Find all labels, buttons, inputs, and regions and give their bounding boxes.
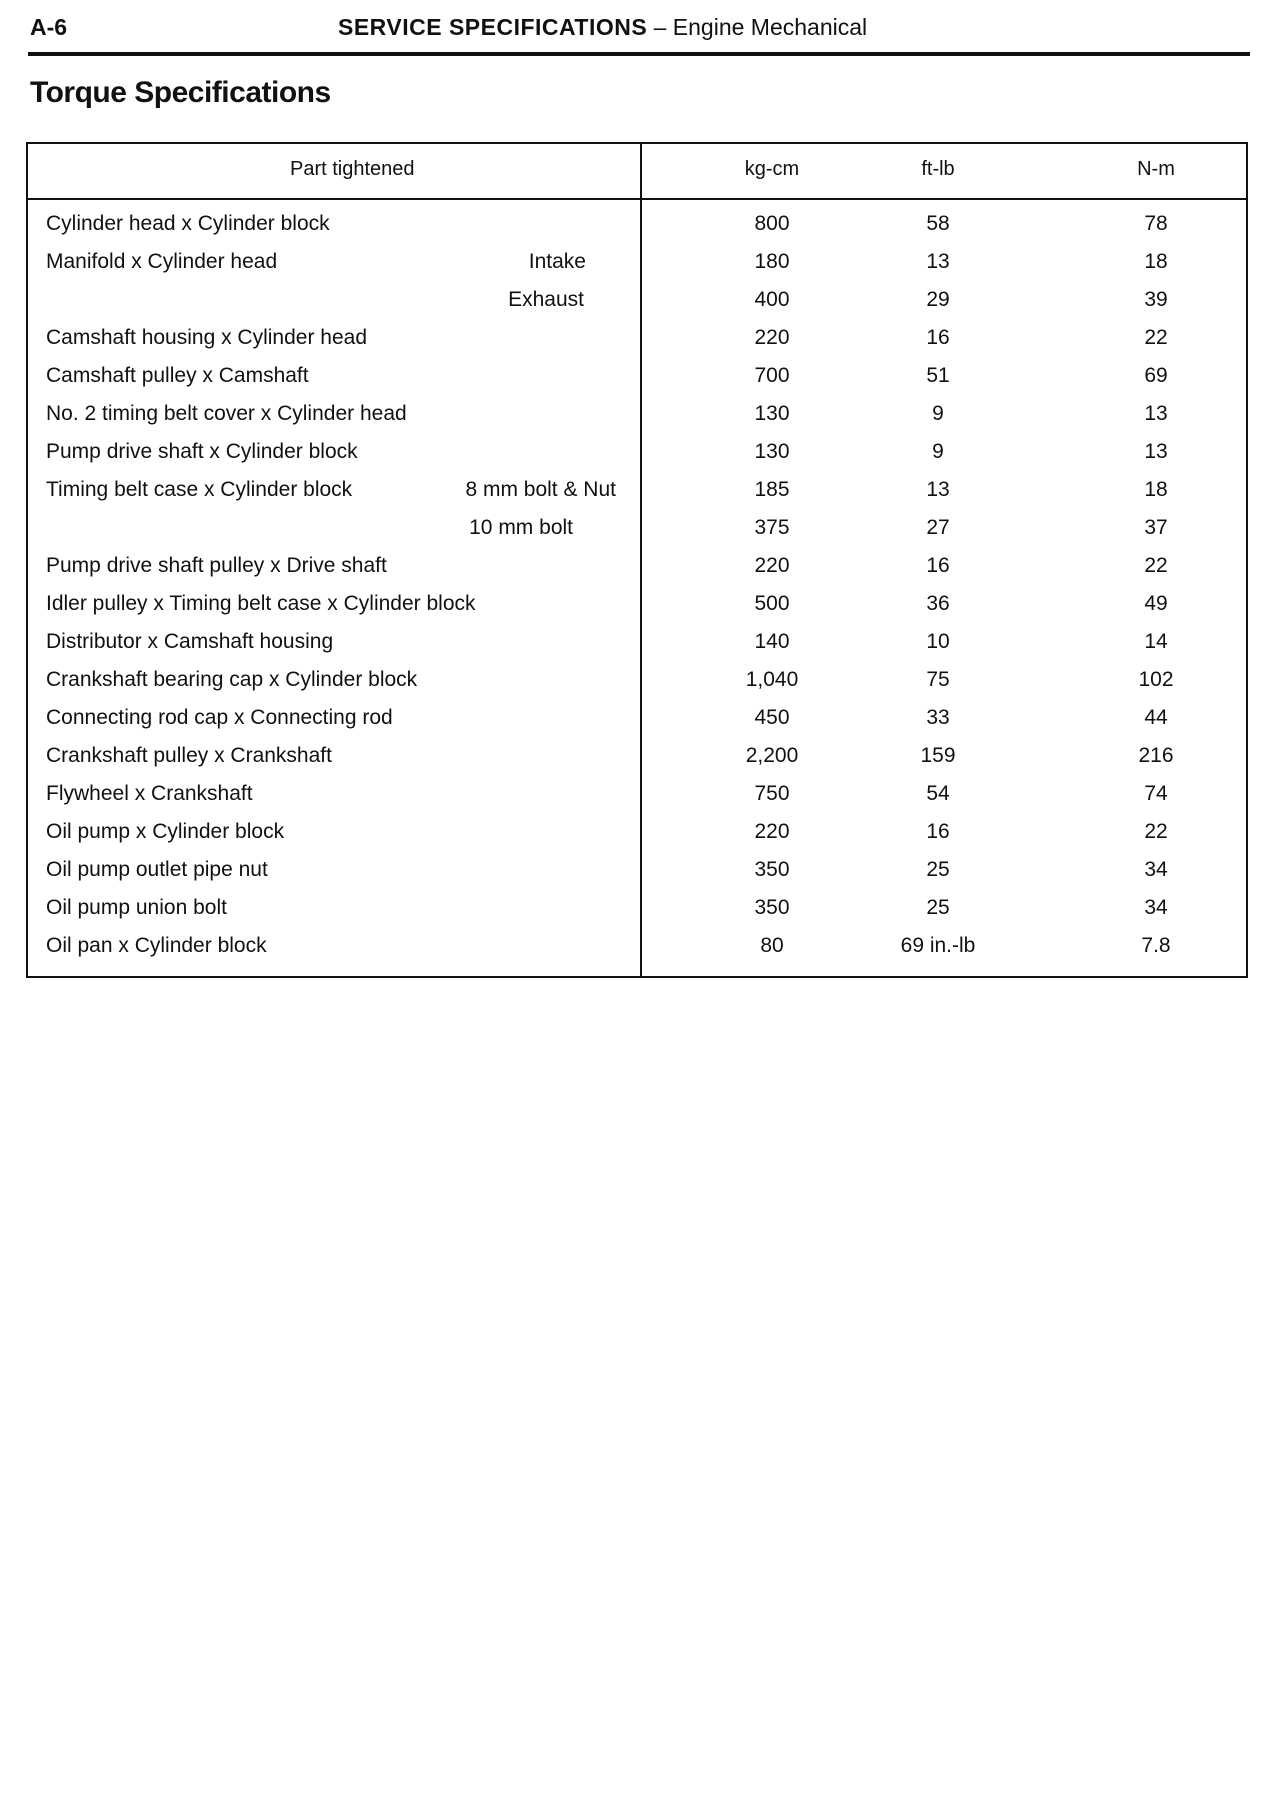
ft-lb-cell: 69 in.-lb bbox=[900, 934, 976, 957]
ft-lb-cell: 10 bbox=[926, 630, 950, 653]
kg-cm-cell: 800 bbox=[754, 212, 790, 235]
part-tightened-cell: Crankshaft pulley x Crankshaft bbox=[46, 744, 332, 767]
running-title-sub: Engine Mechanical bbox=[672, 14, 868, 40]
table-row bbox=[28, 928, 1246, 966]
kg-cm-cell: 350 bbox=[754, 858, 790, 881]
section-title: Torque Specifications bbox=[30, 76, 331, 109]
n-m-cell: 78 bbox=[1144, 212, 1168, 235]
n-m-cell: 49 bbox=[1144, 592, 1168, 615]
ft-lb-cell: 29 bbox=[926, 288, 950, 311]
kg-cm-cell: 80 bbox=[760, 934, 784, 957]
part-tightened-cell: Connecting rod cap x Connecting rod bbox=[46, 706, 393, 729]
kg-cm-cell: 450 bbox=[754, 706, 790, 729]
kg-cm-cell: 2,200 bbox=[745, 744, 799, 767]
table-row bbox=[28, 662, 1246, 700]
part-tightened-cell: Oil pump x Cylinder block bbox=[46, 820, 285, 843]
ft-lb-cell: 25 bbox=[926, 858, 950, 881]
part-tightened-cell: Distributor x Camshaft housing bbox=[46, 630, 334, 653]
ft-lb-cell: 54 bbox=[926, 782, 950, 805]
kg-cm-cell: 400 bbox=[754, 288, 790, 311]
kg-cm-cell: 130 bbox=[754, 440, 790, 463]
part-tightened-cell: Idler pulley x Timing belt case x Cylinder block bbox=[46, 592, 476, 615]
table-row bbox=[28, 890, 1246, 928]
part-tightened-cell: Camshaft pulley x Camshaft bbox=[46, 364, 309, 387]
ft-lb-cell: 58 bbox=[926, 212, 950, 235]
kg-cm-cell: 220 bbox=[754, 326, 790, 349]
kg-cm-cell: 185 bbox=[754, 478, 790, 501]
part-variant-cell: Intake bbox=[528, 250, 586, 273]
running-title-main: SERVICE SPECIFICATIONS bbox=[338, 14, 648, 40]
n-m-cell: 22 bbox=[1144, 554, 1168, 577]
table-row bbox=[28, 358, 1246, 396]
n-m-cell: 34 bbox=[1144, 896, 1168, 919]
ft-lb-cell: 33 bbox=[926, 706, 950, 729]
part-variant-cell: Exhaust bbox=[508, 288, 584, 311]
kg-cm-cell: 700 bbox=[754, 364, 790, 387]
n-m-cell: 44 bbox=[1144, 706, 1168, 729]
part-tightened-cell: Cylinder head x Cylinder block bbox=[46, 212, 330, 235]
part-tightened-cell: Oil pan x Cylinder block bbox=[46, 934, 267, 957]
ft-lb-cell: 27 bbox=[926, 516, 950, 539]
table-row bbox=[28, 738, 1246, 776]
kg-cm-cell: 500 bbox=[754, 592, 790, 615]
column-header-ft-lb: ft-lb bbox=[921, 158, 955, 180]
table-row bbox=[28, 510, 1246, 548]
n-m-cell: 216 bbox=[1138, 744, 1174, 767]
ft-lb-cell: 51 bbox=[926, 364, 950, 387]
n-m-cell: 37 bbox=[1144, 516, 1168, 539]
table-row bbox=[28, 586, 1246, 624]
ft-lb-cell: 13 bbox=[926, 250, 950, 273]
kg-cm-cell: 130 bbox=[754, 402, 790, 425]
part-tightened-cell: Oil pump union bolt bbox=[46, 896, 227, 919]
kg-cm-cell: 750 bbox=[754, 782, 790, 805]
part-tightened-cell: Timing belt case x Cylinder block bbox=[46, 478, 353, 501]
ft-lb-cell: 16 bbox=[926, 554, 950, 577]
column-header-n-m: N-m bbox=[1137, 158, 1175, 180]
running-title bbox=[338, 14, 867, 41]
kg-cm-cell: 180 bbox=[754, 250, 790, 273]
part-tightened-cell: Crankshaft bearing cap x Cylinder block bbox=[46, 668, 418, 691]
n-m-cell: 13 bbox=[1144, 402, 1168, 425]
ft-lb-cell: 9 bbox=[932, 440, 944, 463]
table-row bbox=[28, 548, 1246, 586]
kg-cm-cell: 350 bbox=[754, 896, 790, 919]
n-m-cell: 7.8 bbox=[1141, 934, 1171, 957]
ft-lb-cell: 159 bbox=[920, 744, 956, 767]
ft-lb-cell: 9 bbox=[932, 402, 944, 425]
table-row bbox=[28, 624, 1246, 662]
ft-lb-cell: 25 bbox=[926, 896, 950, 919]
page-header bbox=[28, 12, 1250, 56]
table-row bbox=[28, 282, 1246, 320]
table-row bbox=[28, 700, 1246, 738]
part-tightened-cell: Flywheel x Crankshaft bbox=[46, 782, 253, 805]
ft-lb-cell: 16 bbox=[926, 326, 950, 349]
part-tightened-cell: Camshaft housing x Cylinder head bbox=[46, 326, 368, 349]
table-row bbox=[28, 814, 1246, 852]
table-row bbox=[28, 396, 1246, 434]
table-row bbox=[28, 206, 1246, 244]
torque-spec-table bbox=[26, 142, 1248, 978]
column-header-part: Part tightened bbox=[290, 158, 415, 180]
n-m-cell: 18 bbox=[1144, 478, 1168, 501]
table-row bbox=[28, 776, 1246, 814]
part-tightened-cell: No. 2 timing belt cover x Cylinder head bbox=[46, 402, 407, 425]
n-m-cell: 14 bbox=[1144, 630, 1168, 653]
n-m-cell: 74 bbox=[1144, 782, 1168, 805]
table-row bbox=[28, 320, 1246, 358]
page-number: A-6 bbox=[30, 14, 68, 40]
n-m-cell: 13 bbox=[1144, 440, 1168, 463]
n-m-cell: 22 bbox=[1144, 326, 1168, 349]
ft-lb-cell: 16 bbox=[926, 820, 950, 843]
table-row bbox=[28, 852, 1246, 890]
n-m-cell: 18 bbox=[1144, 250, 1168, 273]
kg-cm-cell: 140 bbox=[754, 630, 790, 653]
part-variant-cell: 10 mm bolt bbox=[469, 516, 573, 539]
table-row bbox=[28, 472, 1246, 510]
part-tightened-cell: Oil pump outlet pipe nut bbox=[46, 858, 268, 881]
part-variant-cell: 8 mm bolt & Nut bbox=[465, 478, 616, 501]
kg-cm-cell: 1,040 bbox=[745, 668, 799, 691]
n-m-cell: 69 bbox=[1144, 364, 1168, 387]
table-row bbox=[28, 244, 1246, 282]
header-divider bbox=[28, 198, 1246, 200]
running-title-separator: – bbox=[647, 14, 673, 40]
ft-lb-cell: 13 bbox=[926, 478, 950, 501]
n-m-cell: 102 bbox=[1138, 668, 1174, 691]
n-m-cell: 22 bbox=[1144, 820, 1168, 843]
kg-cm-cell: 220 bbox=[754, 820, 790, 843]
ft-lb-cell: 36 bbox=[926, 592, 950, 615]
part-tightened-cell: Pump drive shaft pulley x Drive shaft bbox=[46, 554, 387, 577]
column-header-kg-cm: kg-cm bbox=[744, 158, 800, 180]
ft-lb-cell: 75 bbox=[926, 668, 950, 691]
n-m-cell: 34 bbox=[1144, 858, 1168, 881]
kg-cm-cell: 375 bbox=[754, 516, 790, 539]
kg-cm-cell: 220 bbox=[754, 554, 790, 577]
part-tightened-cell: Pump drive shaft x Cylinder block bbox=[46, 440, 358, 463]
n-m-cell: 39 bbox=[1144, 288, 1168, 311]
part-tightened-cell: Manifold x Cylinder head bbox=[46, 250, 278, 273]
table-row bbox=[28, 434, 1246, 472]
